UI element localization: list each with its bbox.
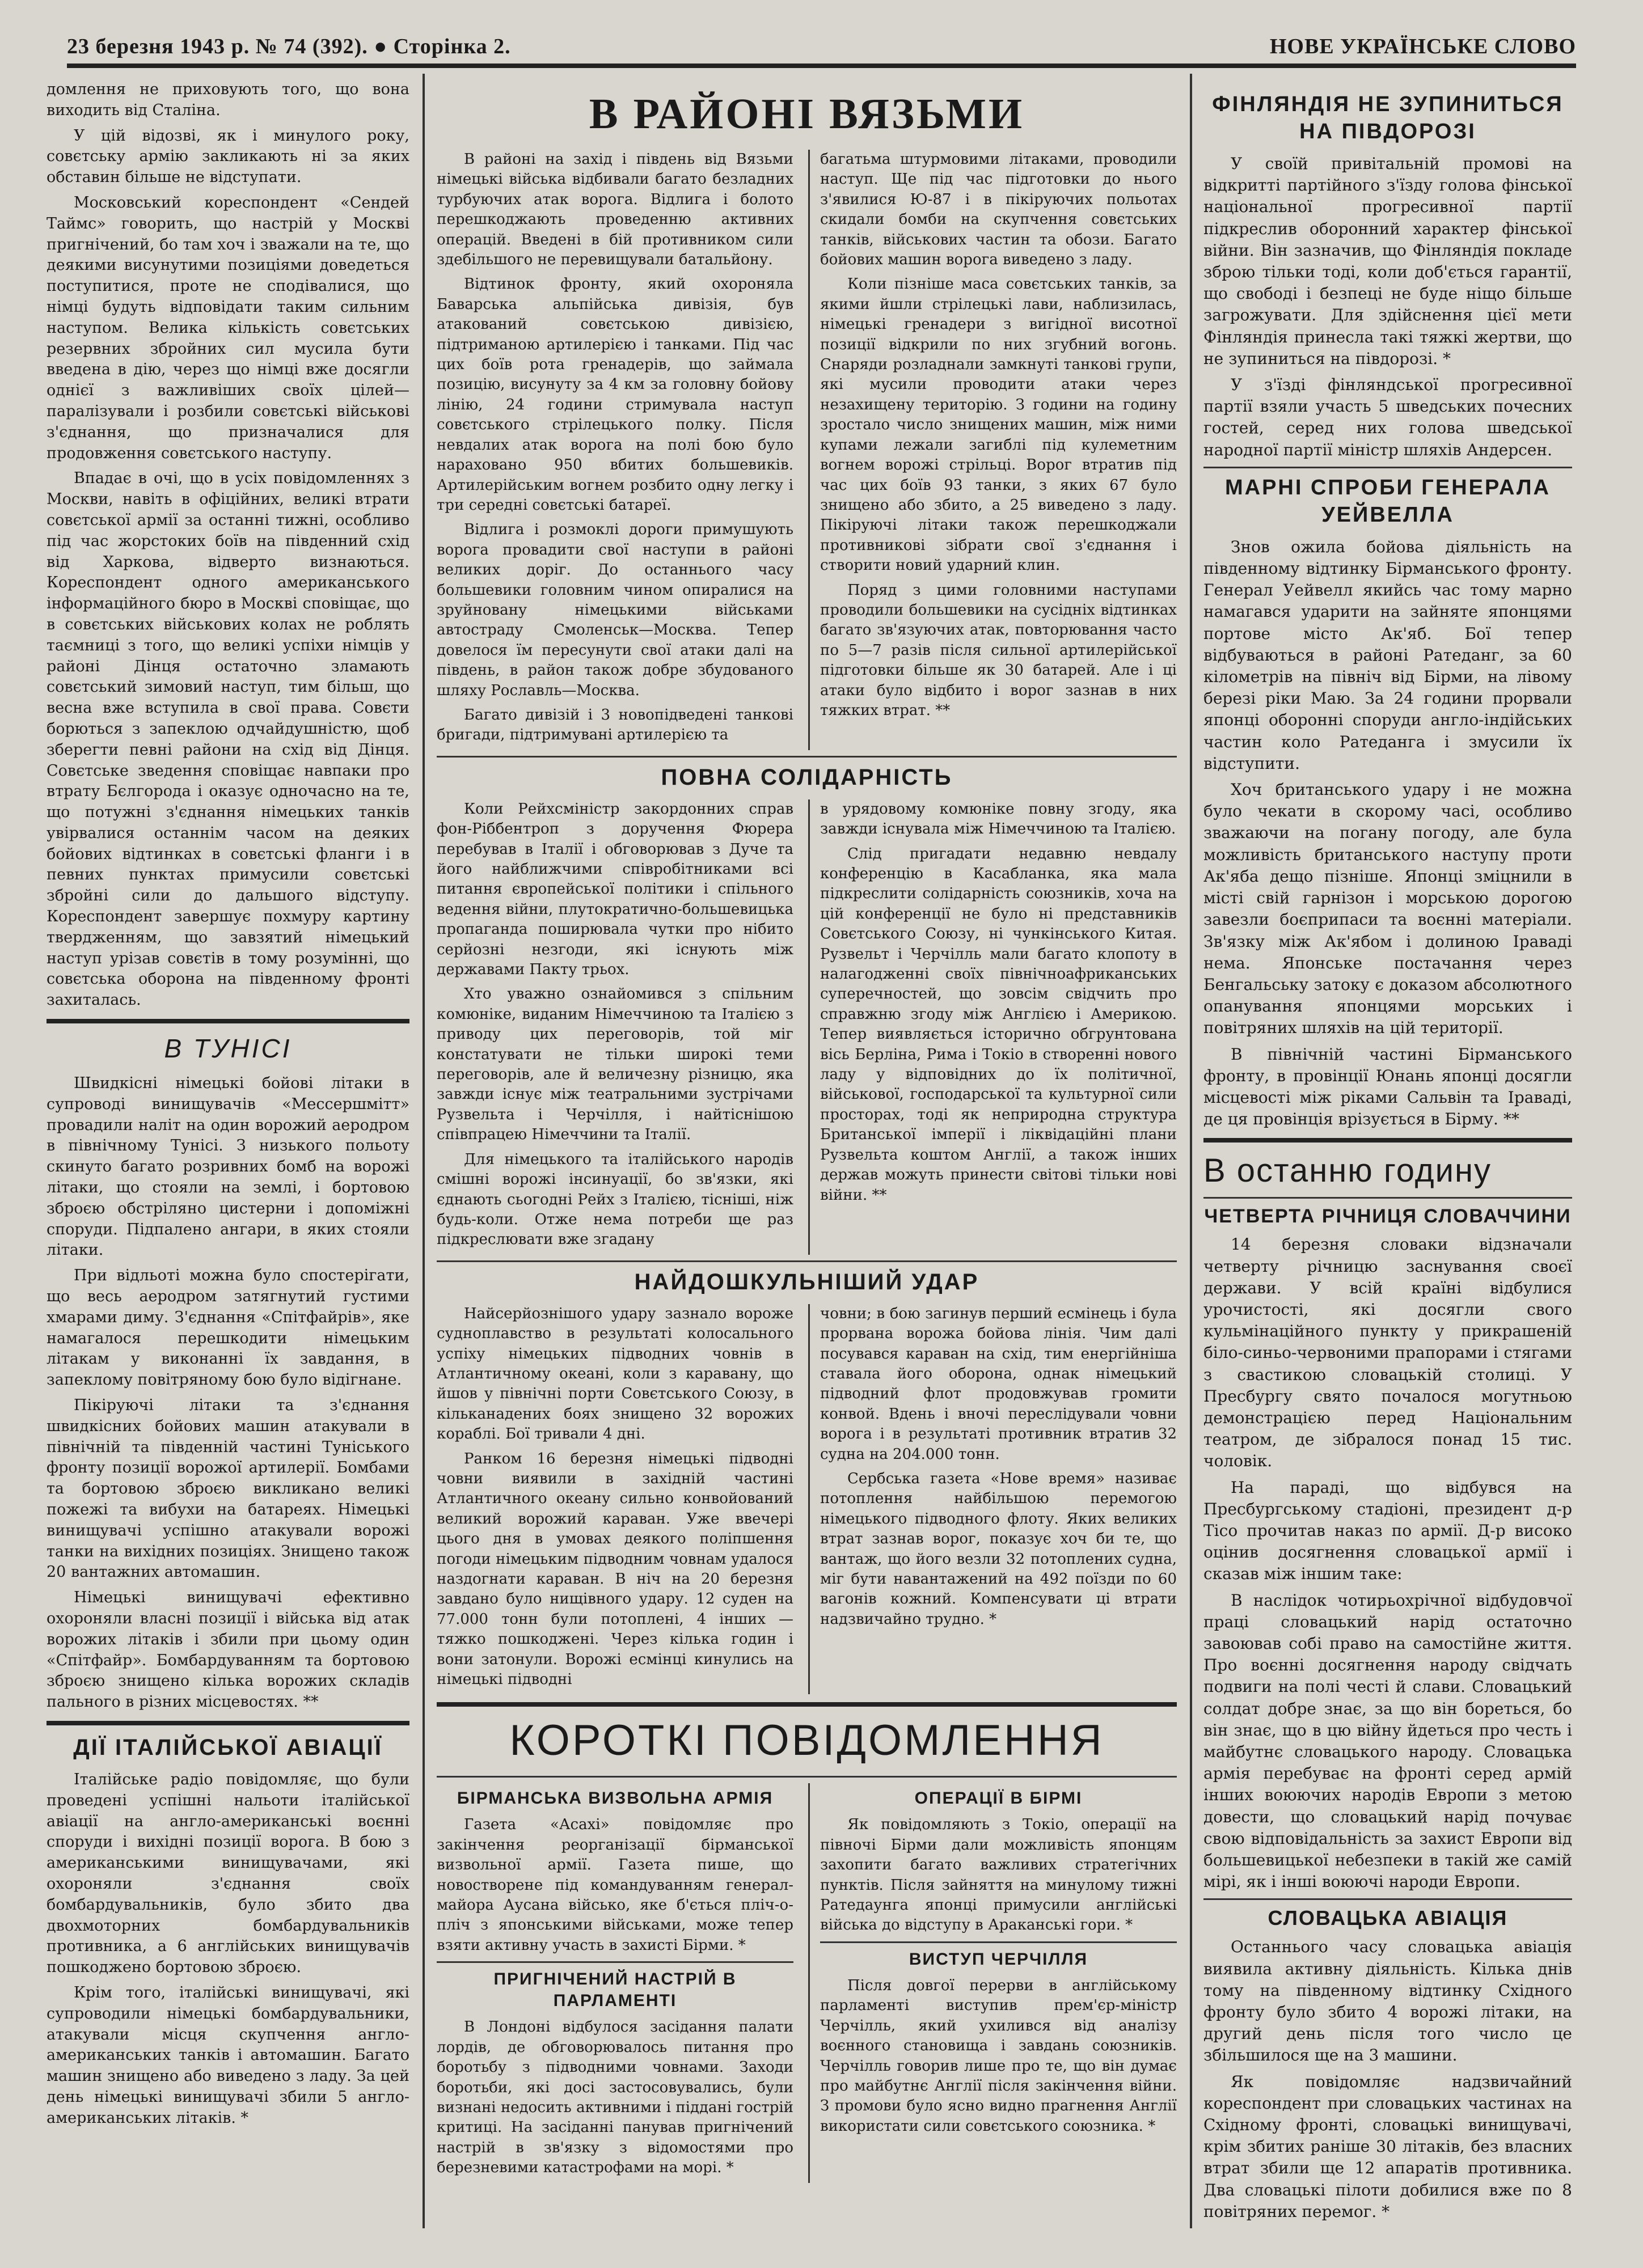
article-text: домлення не приховують того, що вона виходить від Сталіна. [47, 81, 409, 119]
article-text: Відтинок фронту, який охороняла Баварська альпійська дивізія, був атакований совєтською дивізією, підтриманою артилерією і танками. Під час цих боїв рота гренадерів, що займала позицію, висунуту за 4 км за головну бойову лінію, 24 години стримувала наступ совєтського стрілецького полку. Після невдалих атак ворога на полі бою було нараховано 950 вбитих большевиків. Артилерійським вогнем розбито одну легку і три середні совєтські батареї. [437, 276, 793, 514]
article-text: багатьма штурмовими літаками, проводили наступ. Ще під час підготовки до нього з'явилися Ю-87 і в пікіруючих польотах скидали бомби на скупчення совєтських танків, військових частин та обози. Багато бойових машин ворога виведено з ладу. [820, 151, 1177, 269]
headline-blow: НАЙДОШКУЛЬНІШИЙ УДАР [634, 1269, 979, 1294]
headline-finland: ФІНЛЯНДІЯ НЕ ЗУПИНИТЬСЯ НА ПІВДОРОЗІ [1212, 92, 1564, 143]
article-text: 14 березня словаки відзначали четверту річницю заснування своєї держави. У всій країні відбулися урочистості, які досягли свого кульмінаційного пункту у прикрашеній біло-синьо-червоними прапорами і стягами з свастикою словацькій столиці. У Пресбургу свято почалося могутньою демонстрацією перед Національним театром, де зібралося понад 15 тис. чоловік. [1203, 1235, 1572, 1471]
headline-slovak-aviation: СЛОВАЦЬКА АВІАЦІЯ [1268, 1906, 1508, 1930]
middle-columns [437, 85, 1177, 2183]
article-text: В північній частині Бірманського фронту, в провінції Юнань японці досягли місцевості між ріками Сальвін та Іраваді, де ця провінція врізується в Бірму. ** [1203, 1044, 1572, 1129]
running-header [67, 31, 1576, 62]
headline-italian-aviation: ДІЇ ІТАЛІЙСЬКОЇ АВІАЦІЇ [73, 1734, 383, 1760]
header-rule [67, 64, 1576, 68]
section-rule [1203, 467, 1572, 468]
article-text: Коли пізніше маса совєтських танків, за якими йшли стрілецькі лави, наблизилась, німецькі гренадери з вигідної висотної позиції відкрили по них згубний вогонь. Снаряди розладнали замкнуті танкові групи, які мусили проводити атаки через незахищену територію. З години на годину зростало число знищених машин, між ними купами лежали загиблі під кулеметним вогнем ворожі стрільці. Ворог втратив під час цих боїв 93 танки, з яких 67 було знищено або збито, а 25 виведено з ладу. Пікіруючі літаки також перешкоджали противникові зібрати свої з'єднання і створити новий ударний клин. [820, 276, 1177, 574]
headline-short-news: КОРОТКІ ПОВІДОМЛЕННЯ [509, 1716, 1104, 1765]
article-vyazma [437, 150, 1177, 750]
article-text: Останнього часу словацька авіація виявила активну діяльність. Кілька днів тому на південному відтинку Східного фронту було збито 4 ворожі літаки, на другий день після того число це збільшилося ще на 3 машини. [1203, 1937, 1572, 2065]
article-text: У з'їзді фінляндської прогресивної партії взяли участь 5 шведських почесних гостей, серед них голова шведської народної партії міністр шляхів Андерсен. [1203, 375, 1572, 459]
short-news-block [437, 1783, 1177, 2182]
headline-burma-ops: ОПЕРАЦІЇ В БІРМІ [914, 1789, 1083, 1808]
article-text: Для німецького та італійського народів смішні ворожі інсинуації, бо зв'язки, які єднають сьогодні Рейх з Італією, тісніші, ніж будь-коли. Отже нема потреби ще раз підкреслювати вже згадану [437, 1150, 793, 1249]
column-divider [1190, 74, 1192, 2228]
article-text: Поряд з цими головними наступами проводили большевики на сусідніх відтинках багато зв'язуючих атак, повторювання часто по 5—7 разів після сильної артилерійської підготовки більше як 30 батарей. Але і ці атаки було відбито і ворог зазнав в них тяжких втрат. ** [820, 581, 1177, 719]
headline-vyazma: В РАЙОНІ ВЯЗЬМИ [589, 90, 1025, 138]
headline-parliament: ПРИГНІЧЕНИЙ НАСТРІЙ В ПАРЛАМЕНТІ [493, 1970, 737, 2011]
article-text: Хоч британського удару і не можна було чекати в скорому часі, особливо зважаючи на погану погоду, але була можливість британського наступу проти Ак'яба дещо пізніше. Японці зміцнили в місті свій гарнізон і морською дорогою завезли боєприпаси та воєнні матеріали. Зв'язку між Ак'ябом і долиною Іраваді нема. Японське постачання через Бенгальську затоку є доказом абсолютного опанування японцями морських і повітряних шляхів на цій території. [1203, 780, 1572, 1038]
section-rule [437, 1702, 1177, 1707]
column-4 [1203, 85, 1572, 2227]
article-text: В районі на захід і південь від Вязьми німецькі війська відбивали багато безладних турбуючих атак ворога. Відлига і болото перешкоджають проведенню активних операцій. Введені в бій противником сили здебільшого не перевищували батальйону. [437, 151, 793, 269]
article-blow [437, 1304, 1177, 1695]
article-text: Як повідомляє надзвичайний кореспондент при словацьких частинах на Східному фронті, словацькі винищувачі, крім збитих раніше 30 літаків, без власних втрат збили ще 12 апаратів противника. Два словацькі пілоти добилися вже по 8 повітряних перемог. * [1203, 2072, 1572, 2221]
section-rule [437, 1776, 1177, 1778]
headline-churchill: ВИСТУП ЧЕРЧІЛЛЯ [909, 1949, 1088, 1969]
article-text: в урядовому комюніке повну згоду, яка завжди існувала між Німеччиною та Італією. [820, 800, 1177, 838]
headline-burma-army: БІРМАНСЬКА ВИЗВОЛЬНА АРМІЯ [457, 1789, 774, 1808]
article-text: човни; в бою загинув перший есмінець і була прорвана ворожа бойова лінія. Чим далі посувався караван на схід, тим енергійніша ставала його оборона, однак німецький підводний флот продовжував громити конвой. Вдень і вночі переслідували човни ворога і в результаті противник втратив 32 судна на 204.000 тонн. [820, 1305, 1177, 1463]
article-text: Крім того, італійські винищувачі, які супроводили німецькі бомбардувальники, атакували місця скупчення англо-американських танків і автомашин. Багато машин знищено або виведено з ладу. За цей день німецькі винищувачі збили 5 англо-американських літаків. * [47, 1983, 409, 2127]
article-text: Сербська газета «Нове время» називає потоплення найбільшою перемогою німецького підводного флоту. Яких великих втрат зазнав ворог, показує хоч би те, що вантаж, що його везли 32 потоплених судна, міг бути навантажений на 492 поїзди по 60 вагонів кожний. Компенсувати ці втрати надзвичайно трудно. * [820, 1470, 1177, 1628]
article-text: Як повідомляють з Токіо, операції на півночі Бірми дали можливість японцям захопити багато важливих стратегічних пунктів. Після зайняття на минулому тижні Ратедаунга японці примусили англійські війська до відступу в Араканські гори. * [820, 1816, 1177, 1934]
section-rule [47, 1721, 409, 1725]
article-text: У своїй привітальній промові на відкритті партійного з'їзду голова фінської національної прогресивної партії підкреслив оборонний характер фінської війни. Він зазначив, що Фінляндія покладе зброю тільки тоді, коли доб'ється гарантії, що свободі і безпеці не буде ніщо більше загрожувати. Для здійснення цієї мети Фінляндія принесла такі тяжкі жертви, що не зупиниться на півдорозі. * [1203, 154, 1572, 368]
article-text: У цій відозві, як і минулого року, совєтську армію закликають ні за яких обставин більше не відступати. [47, 126, 409, 187]
article-text: Італійське радіо повідомляє, що були проведені успішні нальоти італійської авіації на англо-американські воєнні споруди і вихідні позиції ворога. В бою з американськими винищувачами, які охороняли з'єднання своїх бомбардувальників, було збито два двохмоторних бомбардувальників противника, а 6 англійських винищувачів пошкоджено бортовою зброєю. [47, 1770, 409, 1977]
headline-tunisia: В ТУНІСІ [164, 1034, 292, 1064]
headline-wavell: МАРНІ СПРОБИ ГЕНЕРАЛА УЕЙВЕЛЛА [1224, 475, 1551, 527]
column-1 [47, 79, 409, 2134]
section-rule [1203, 1898, 1572, 1900]
issue-date-line: 23 березня 1943 р. № 74 (392). ● Сторінка 2. [67, 35, 511, 58]
article-text: При відльоті можна було спостерігати, що весь аеродром затягнутий густими хмарами диму. З'єднання «Спітфайрів», яке намагалося перешкодити німецьким літакам у виконанні їх завдання, в запеклому повітряному бою було відігнане. [47, 1267, 409, 1389]
section-rule [437, 1260, 1177, 1262]
headline-solidarity: ПОВНА СОЛІДАРНІСТЬ [661, 764, 953, 790]
section-rule [47, 1019, 409, 1023]
section-rule [1203, 1138, 1572, 1143]
article-text: Багато дивізій і 3 новопідведені танкові бригади, підтримувані артилерією та [437, 706, 793, 744]
article-text: Швидкісні німецькі бойові літаки в супроводі винищувачів «Мессершмітт» провадили наліт на один ворожий аеродром в північному Тунісі. З низького польоту скинуто багато розривних бомб на ворожі літаки, що стояли на землі, і бортовою зброєю обстріляно цистерни і допоміжні споруди. Підпалено ангари, в яких стояли літаки. [47, 1074, 409, 1259]
article-text: Хто уважно ознайомився з спільним комюніке, виданим Німеччиною та Італією з приводу цих переговорів, той міг констатувати не тільки широкі теми переговорів, але й величезну різницю, яка завжди існує між театральними зустрічами Рузвельта і Черчілля, і найтіснішою співпрацею Німеччини та Італії. [437, 985, 793, 1144]
article-text: В наслідок чотирьохрічної відбудовчої праці словацький нарід остаточно завоював собі право на самостійне життя. Про воєнні досягнення народу свідчать подвиги на полі честі й слави. Словацький солдат добре знає, за що він бореться, бо він знає, що в цю війну йдеться про честь і майбутнє словацького народу. Словацька армія перебуває на фронті серед армій інших воюючих народів Европи з метою довести, що словацький нарід почуває свою відповідальність за захист Европи від большевицької небезпеки в такій же самій мірі, як і інші воюючі народи Европи. [1203, 1590, 1572, 1892]
section-rule [820, 1941, 1177, 1943]
article-text: На параді, що відбувся на Пресбургському стадіоні, президент д-р Тісо прочитав наказ по армії. Д-р високо оцінив досягнення словацької армії і сказав між іншим таке: [1203, 1478, 1572, 1584]
article-text: Слід пригадати недавню невдалу конференцію в Касабланка, яка мала підкреслити солідарність союзників, хоча на цій конференції не було ні представників Совєтського Союзу, ні чункінського Китая. Рузвельт і Черчілль мали багато клопоту в налагодженні своїх північноафриканських суперечностей, що зовсім свідчить про справжню згоду між Англією і Америкою. Тепер виявляється історично обгрунтована вісь Берліна, Рима і Токіо в створенні нового ладу у відповідних до їх політичної, військової, господарської та культурної сили просторах, тоді як неприродна структура Британської імперії і ліквідаційні плани Рузвельта коштом Англії, а також інших держав можуть принести світові тільки нові війни. ** [820, 845, 1177, 1204]
section-rule [437, 1961, 793, 1963]
section-rule [437, 756, 1177, 758]
newspaper-name: НОВЕ УКРАЇНСЬКЕ СЛОВО [1269, 35, 1576, 58]
section-rule [1203, 1197, 1572, 1199]
article-text: Коли Рейхсміністр закордонних справ фон-Ріббентроп з доручення Фюрера перебував в Італії і обговорював з Дуче та його найближчими співробітниками всі питання європейської політики і спільного ведення війни, плутократично-большевицька пропаганда поширювала чутки про нібито серйозні незгоди, які існують між державами Пакту трьох. [437, 800, 793, 979]
headline-last-hour: В останню годину [1203, 1152, 1492, 1190]
article-text: Ранком 16 березня німецькі підводні човни виявили в західній частині Атлантичного океану сильно конвойований великий ворожий караван. Уже ввечері цього дня в умовах деякого поліпшення погоди німецьким підводним човнам удалося наздогнати караван. В ніч на 20 березня завдано було нищівного удару. 12 суден на 77.000 тонн були потоплені, 4 інших — тяжко пошкоджені. Через кілька годин і вони затонули. Ворожі есмінці кинулись на німецькі підводні [437, 1450, 793, 1689]
article-solidarity [437, 799, 1177, 1255]
article-text: Газета «Асахі» повідомляє про закінчення реорганізації бірманської визвольної армії. Газета пише, що новостворене під командуванням генерал-майора Аусана військо, яке б'ється пліч-о-пліч з японськими військами, може тепер взяти активну участь в захисті Бірми. * [437, 1816, 793, 1954]
article-text: Московський кореспондент «Сендей Таймс» говорить, що настрій у Москві пригнічений, бо там хоч і зважали на те, що деякими висунутими позиціями доведеться поступитися, проте не сподівалися, що німці будуть відповідати таким сильним наступом. Велика кількість совєтських резервних збройних сил мусила бути введена в дію, через що німці вже досягли однієї з важливіших своїх цілей—паралізували і розбили совєтські військові з'єднання, що призначалися для продовження совєтського наступу. [47, 193, 409, 462]
article-text: Найсерйознішого удару зазнало вороже судноплавство в результаті колосального успіху німецьких підводних човнів в Атлантичному океані, коли з каравану, що йшов у північні порти Совєтського Союзу, в кільканадених боях знищено 32 ворожих кораблі. Бої тривали 4 дні. [437, 1305, 793, 1443]
article-text: Пікіруючі літаки та з'єднання швидкісних бойових машин атакували в північній та південній частині Туніського фронту позиції ворожої артилерії. Бомбами та бортовою зброєю викликано великі пожежі та вибухи на батареях. Німецькі винищувачі успішно атакували ворожі танки на вихідних позиціях. Знищено також 20 вантажних автомашин. [47, 1397, 409, 1581]
article-text: Впадає в очі, що в усіх повідомленнях з Москви, навіть в офіційних, великі втрати совєтської армії за останні тижні, особливо під час жорстоких боїв на південний схід від Харкова, відверто визнаються. Кореспондент одного американського інформаційного бюро в Москві сповіщає, що в совєтських військових колах не роблять таємниці з того, що великі успіхи німців у районі Дінця остаточно зламають совєтський зимовий наступ, тим більш, що весна вже вступила в свої права. Совєти борються з запеклою одчайдушністю, щоб зберегти певні райони на схід від Дінця. Совєтське зведення сповіщає навпаки про втрату Бєлгорода і оказує одночасно на те, що потужні з'єднання німецьких танків увірвалися останнім часом на деяких бойових відтинках в совєтські фланги і в певних пунктах примусили совєтські збройні сили до дальшого відступу. Кореспондент завершує похмуру картину твердженням, що завзятий німецький наступ урізав совєтів в тому розумінні, що совєтська оборона на південному фронті захиталась. [47, 469, 409, 1009]
article-text: Після довгої перерви в англійському парламенті виступив прем'єр-міністр Черчілль, який ухилився від аналізу воєнного становища і завдань союзників. Черчілль говорив лише про те, що він думає про майбутнє Англії після закінчення війни. З промови було ясно видно прагнення Англії використати сили совєтського союзника. * [820, 1977, 1177, 2135]
column-divider [423, 74, 425, 2228]
article-text: Знов ожила бойова діяльність на південному відтинку Бірманського фронту. Генерал Уейвелл якийсь час тому марно намагався ударити на зайняте японцями портове місто Ак'яб. Бої тепер відбуваються в районі Ратеданг, за 60 кілометрів на північ від Бірми, на лівому березі ріки Маю. За 24 години прорвали японці оборонні споруди англо-індійських частин коло Ратеданга і змусили їх відступити. [1203, 537, 1572, 773]
article-text: Німецькі винищувачі ефективно охороняли власні позиції і війська від атак ворожих літаків і збили при цьому один «Спітфайр». Бомбардуванням та бортовою зброєю знищено кілька ворожих складів пального в різних місцевостях. ** [47, 1589, 409, 1711]
article-text: Відлига і розмоклі дороги примушують ворога провадити свої наступи в районі великих доріг. До останнього часу большевики головним чином опиралися на зруйновану німецькими військами автостраду Смоленськ—Москва. Тепер довелося їм пересунути свої атаки далі на південь, в район також добре збудованого шляху Рославль—Москва. [437, 521, 793, 699]
headline-slovakia: ЧЕТВЕРТА РІЧНИЦЯ СЛОВАЧЧИНИ [1204, 1205, 1572, 1228]
article-text: В Лондоні відбулося засідання палати лордів, де обговорювалось питання про боротьбу з підводними човнами. Заходи боротьби, які досі застосовувались, були визнані недосить активними і піддані гострій критиці. На засіданні панував пригнічений настрій в зв'язку з відомостями про березневими катастрофами на морі. * [437, 2019, 793, 2177]
